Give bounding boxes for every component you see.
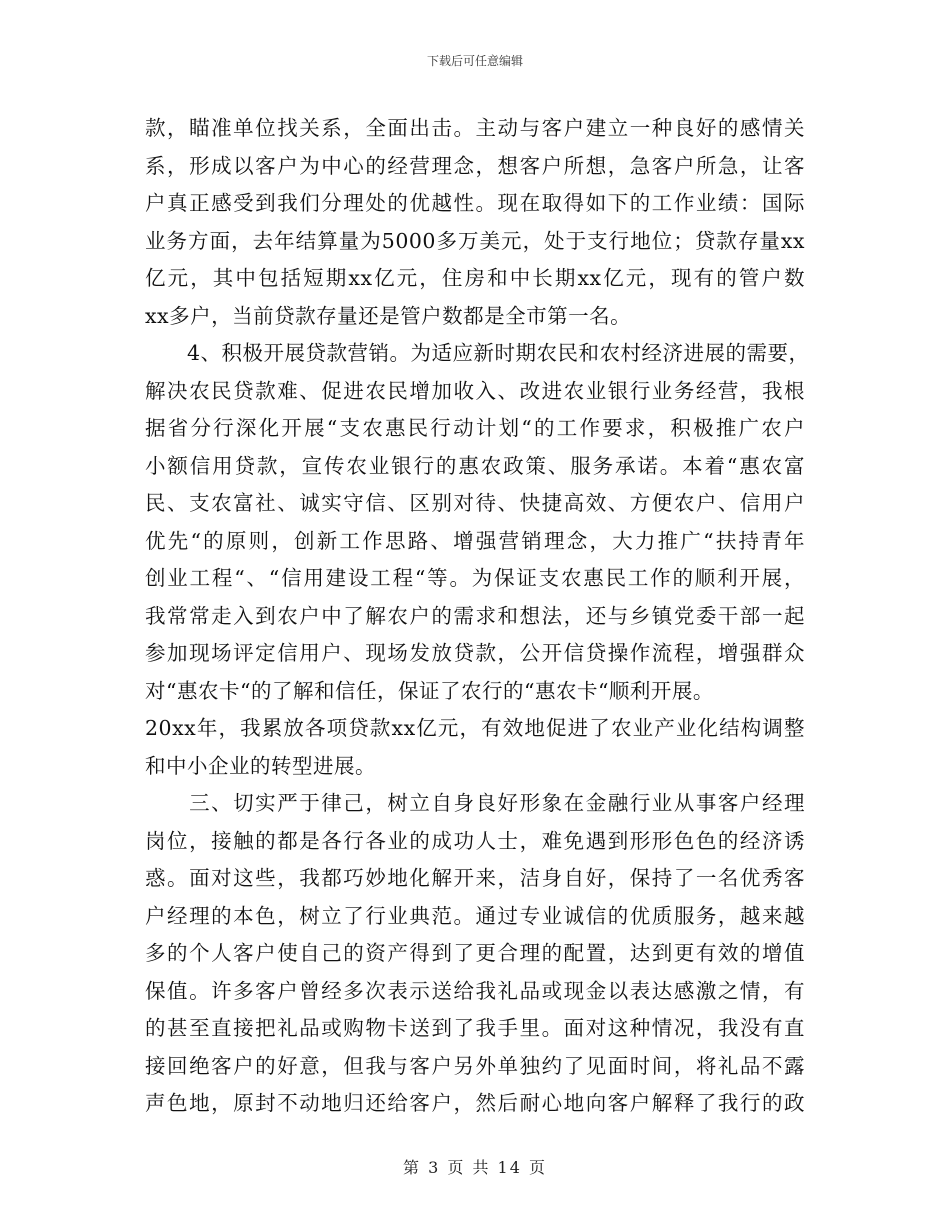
text-line: 惑。面对这些，我都巧妙地化解开来，洁身自好，保持了一名优秀客 xyxy=(145,866,805,890)
text-line: 小额信用贷款，宣传农业银行的惠农政策、服务承诺。本着“惠农富 xyxy=(145,453,805,478)
text-line: 多的个人客户使自己的资产得到了更合理的配置，达到更有效的增值 xyxy=(145,941,805,965)
text-line: 我常常走入到农户中了解农户的需求和想法，还与乡镇党委干部一起 xyxy=(145,603,805,628)
page-footer: 第 3 页 共 14 页 xyxy=(403,1158,547,1177)
text-line: 创业工程“、“信用建设工程“等。为保证支农惠民工作的顺利开展， xyxy=(145,566,805,590)
page-header: 下载后可任意编辑 xyxy=(426,54,523,68)
text-line: 接回绝客户的好意，但我与客户另外单独约了见面时间，将礼品不露 xyxy=(145,1053,805,1078)
text-line: 亿元，其中包括短期xx亿元，住房和中长期xx亿元，现有的管户数 xyxy=(145,266,805,290)
text-line: 参加现场评定信用户、现场发放贷款，公开信贷操作流程，增强群众 xyxy=(145,641,805,665)
text-line: 的甚至直接把礼品或购物卡送到了我手里。面对这种情况，我没有直 xyxy=(145,1016,805,1040)
text-line: 解决农民贷款难、促进农民增加收入、改进农业银行业务经营，我根 xyxy=(145,378,805,403)
text-line: 优先“的原则，创新工作思路、增强营销理念，大力推广“扶持青年 xyxy=(145,528,805,553)
text-line: 户经理的本色，树立了行业典范。通过专业诚信的优质服务，越来越 xyxy=(145,903,805,928)
text-line: 声色地，原封不动地归还给客户，然后耐心地向客户解释了我行的政 xyxy=(145,1091,805,1115)
text-line: 20xx年，我累放各项贷款xx亿元，有效地促进了农业产业化结构调整 xyxy=(145,716,805,740)
text-line: 对“惠农卡“的了解和信任，保证了农行的“惠农卡“顺利开展。 xyxy=(145,678,714,703)
text-line: 三、切实严于律己，树立自身良好形象在金融行业从事客户经理 xyxy=(145,791,805,815)
text-line: 系，形成以客户为中心的经营理念，想客户所想，急客户所急，让客 xyxy=(145,153,805,178)
body-text xyxy=(145,110,810,1123)
text-line: 业务方面，去年结算量为5000多万美元，处于支行地位；贷款存量xx xyxy=(145,228,805,253)
text-line: xx多户，当前贷款存量还是管户数都是全市第一名。 xyxy=(145,303,632,328)
text-line: 款，瞄准单位找关系，全面出击。主动与客户建立一种良好的感情关 xyxy=(145,116,805,140)
text-line: 保值。许多客户曾经多次表示送给我礼品或现金以表达感激之情，有 xyxy=(145,978,805,1003)
text-line: 和中小企业的转型进展。 xyxy=(145,753,376,778)
text-line: 岗位，接触的都是各行各业的成功人士，难免遇到形形色色的经济诱 xyxy=(145,828,805,853)
text-line: 户真正感受到我们分理处的优越性。现在取得如下的工作业绩：国际 xyxy=(145,191,805,215)
text-line: 据省分行深化开展“支农惠民行动计划“的工作要求，积极推广农户 xyxy=(145,416,805,440)
text-line: 4、积极开展贷款营销。为适应新时期农民和农村经济进展的需要， xyxy=(145,341,810,365)
text-line: 民、支农富社、诚实守信、区别对待、快捷高效、方便农户、信用户 xyxy=(145,491,805,515)
